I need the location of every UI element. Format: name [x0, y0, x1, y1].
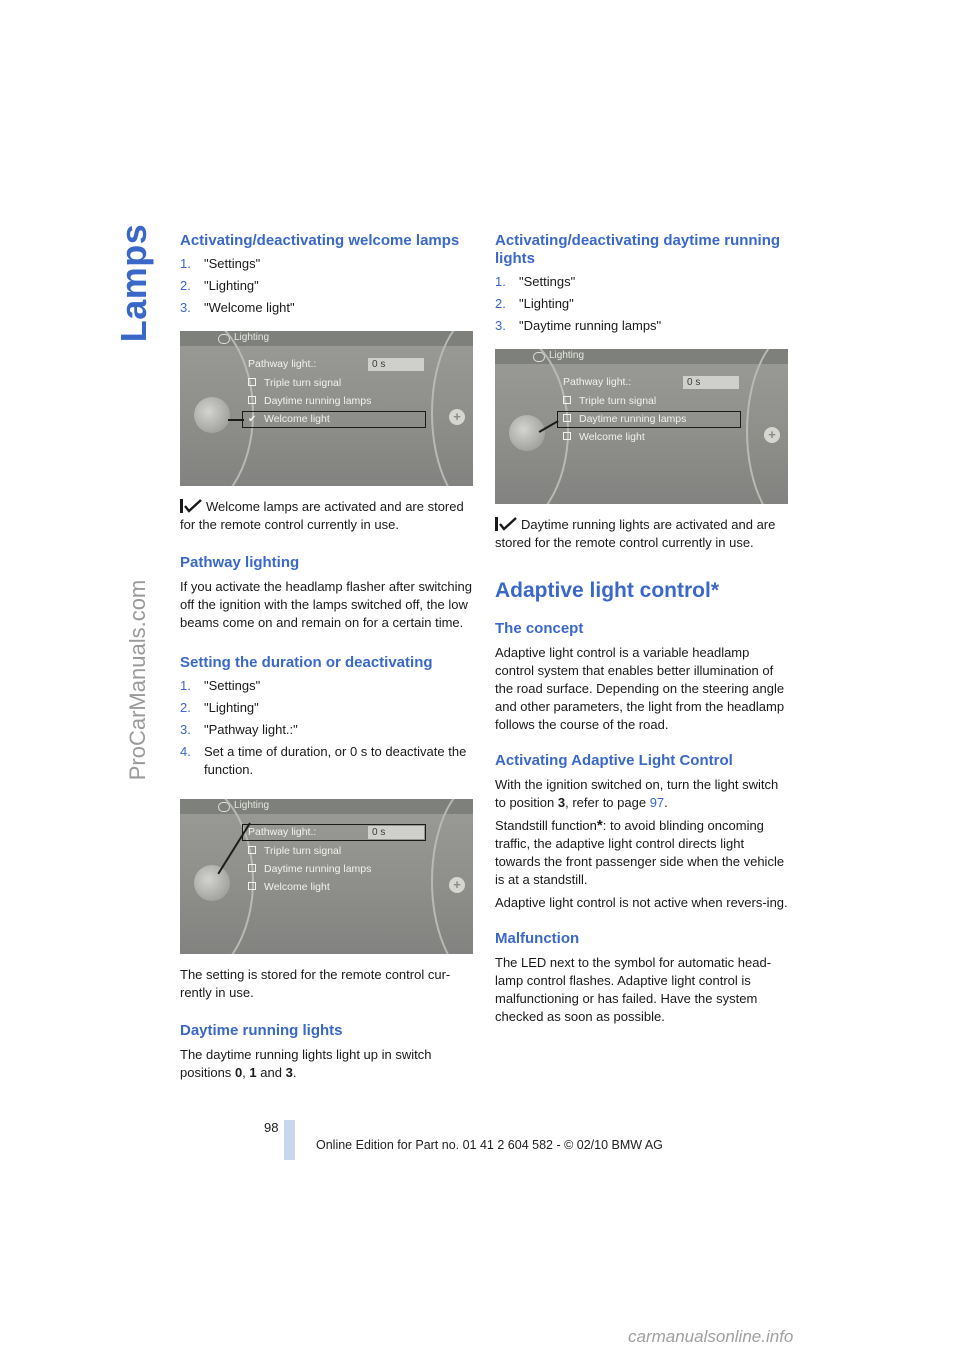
list-item: 3. "Welcome light" [180, 300, 295, 315]
lighting-screen-welcome: Lighting + Pathway light.: 0 s Triple turn signal Daytime running lamps ✔ Welcome light [180, 331, 473, 486]
welcome-steps [180, 255, 476, 317]
chapter-side-title: Lamps [113, 223, 154, 343]
duration-heading: Setting the duration or deactivating [180, 654, 433, 671]
plus-icon: + [449, 409, 465, 425]
pathway-text: If you activate the headlamp flasher after switching off the ignition with the lamps switched off, the low beams come on and remain on for a certain time. [180, 579, 472, 630]
plus-icon: + [764, 427, 780, 443]
checkbox-icon [563, 396, 571, 404]
list-item: 2. "Lighting" [180, 278, 259, 293]
concept-text: Adaptive light control is a variable headlamp control system that enables better illumination of the road surface. Depending on the steering angle and other parameters, the light from the headlamp follows the course of the road. [495, 645, 785, 732]
activating-text: With the ignition switched on, turn the light switch to position 3, refer to page 97. [495, 777, 779, 810]
selection-frame [242, 824, 426, 841]
checkmark-icon [495, 517, 517, 531]
welcome-heading: Activating/deactivating welcome lamps [180, 232, 460, 249]
concept-heading: The concept [495, 620, 584, 637]
footer-edition: Online Edition for Part no. 01 41 2 604 582 - © 02/10 BMW AG [316, 1138, 663, 1152]
drl-text: The daytime running lights light up in switch positions 0, 1 and 3. [180, 1047, 432, 1080]
checkbox-icon [248, 882, 256, 890]
daytime-steps [495, 273, 791, 335]
list-item: 1. "Settings" [180, 256, 261, 271]
standstill-text: Standstill function*: to avoid blinding oncoming traffic, the adaptive light control directs light towards the front passenger side when the vehicle is at a standstill. [495, 817, 785, 887]
checkbox-icon [248, 864, 256, 872]
list-item: 4. Set a time of duration, or 0 s to deactivate the function. [180, 744, 467, 777]
checkmark-icon: ✔ [248, 414, 257, 425]
selection-frame [557, 411, 741, 428]
duration-note: The setting is stored for the remote control cur-rently in use. [180, 967, 451, 1000]
drl-heading: Daytime running lights [180, 1022, 343, 1039]
lighting-screen-pathway: Lighting + Pathway light.: 0 s Triple turn signal Daytime running lamps Welcome light [180, 799, 473, 954]
adaptive-light-heading: Adaptive light control* [495, 579, 720, 602]
list-item: 1. "Settings" [495, 274, 576, 289]
daytime-note: Daytime running lights are activated and are stored for the remote control currently in use. [495, 517, 776, 550]
bottom-watermark: carmanualsonline.info [628, 1327, 794, 1346]
controller-knob-icon [509, 415, 545, 451]
left-column [180, 228, 476, 1082]
checkbox-icon [563, 432, 571, 440]
list-item: 3. "Pathway light.:" [180, 722, 298, 737]
list-item: 2. "Lighting" [180, 700, 259, 715]
list-item: 3. "Daytime running lamps" [495, 318, 662, 333]
lighting-screen-daytime: Lighting + Pathway light.: 0 s Triple turn signal Daytime running lamps Welcome light [495, 349, 788, 504]
checkbox-icon [248, 378, 256, 386]
page-reference-link[interactable]: 97 [649, 795, 665, 810]
checkbox-icon [248, 396, 256, 404]
pathway-heading: Pathway lighting [180, 554, 300, 571]
checkmark-icon [180, 499, 202, 513]
controller-knob-icon [194, 865, 230, 901]
optional-equipment-star: * [596, 817, 603, 834]
malfunction-text: The LED next to the symbol for automatic head-lamp control flashes. Adaptive light control is malfunctioning or has failed. Have the system checked as soon as possible. [495, 955, 772, 1024]
checkbox-icon [248, 846, 256, 854]
selection-frame [242, 411, 426, 428]
welcome-note: Welcome lamps are activated and are stored for the remote control currently in use. [180, 499, 464, 532]
controller-knob-icon [194, 397, 230, 433]
left-watermark: ProCarManuals.com [125, 579, 150, 781]
activating-heading: Activating Adaptive Light Control [495, 752, 733, 769]
plus-icon: + [449, 877, 465, 893]
daytime-toggle-heading: Activating/deactivating daytime running lights [495, 232, 781, 267]
malfunction-heading: Malfunction [495, 930, 580, 947]
list-item: 2. "Lighting" [495, 296, 574, 311]
page-number: 98 [264, 1120, 279, 1135]
list-item: 1. "Settings" [180, 678, 261, 693]
not-active-text: Adaptive light control is not active when revers-ing. [495, 895, 788, 910]
footer-accent-bar [284, 1120, 295, 1160]
duration-steps [180, 677, 476, 779]
right-column [495, 228, 791, 1026]
